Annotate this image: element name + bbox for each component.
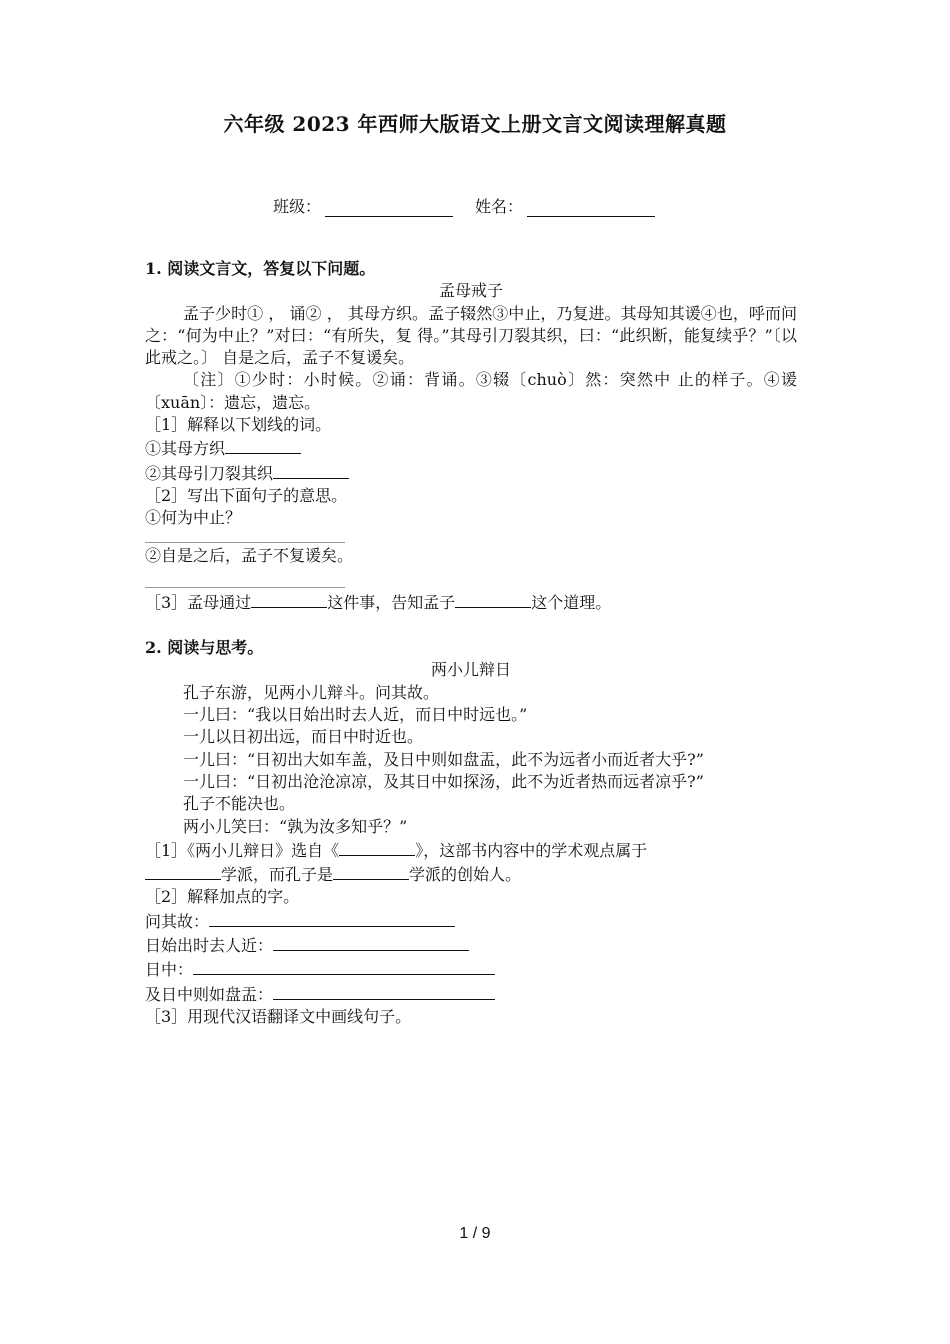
q1-sub1b: ②其母引刀裂其织 <box>145 463 274 483</box>
q1-sub3-row <box>145 590 797 614</box>
name-blank[interactable] <box>527 198 655 217</box>
q2-sub1-post: 学派的创始人。 <box>409 865 522 885</box>
class-label: 班级： <box>272 197 321 216</box>
q2-sub1-blank1[interactable] <box>339 838 415 856</box>
name-label: 姓名： <box>475 197 524 216</box>
class-blank[interactable] <box>325 198 453 217</box>
student-info <box>0 194 950 217</box>
q1-sub1: ［1］解释以下划线的词。 <box>145 415 332 435</box>
q1-sub1b-blank[interactable] <box>273 461 349 479</box>
q2-sub2a-row <box>145 909 797 933</box>
q1-sub2a: ①何为中止？ <box>145 508 242 528</box>
q1-sub1b-row <box>145 461 797 485</box>
q2-sub2c: 日中： <box>145 960 194 980</box>
q1-sub2a-answer-line[interactable] <box>145 530 345 543</box>
page-number: 1 / 9 <box>459 1225 491 1242</box>
page-title: 六年级 2023 年西师大版语文上册文言文阅读理解真题 <box>223 112 727 136</box>
q2-sub2a-blank[interactable] <box>209 909 455 927</box>
q2-sub2a: 问其故： <box>145 911 210 931</box>
q2-line2: 一儿曰：“我以日始出时去人近，而日中时远也。” <box>183 705 528 725</box>
q1-sub3-pre: ［3］孟母通过 <box>145 592 252 612</box>
q1-text-title: 孟母戒子 <box>438 281 503 301</box>
q2-sub2d-row <box>145 982 797 1006</box>
q1-sub2b-answer-line[interactable] <box>145 567 345 588</box>
q2-line4: 一儿曰：“日初出大如车盖，及日中则如盘盂，此不为远者小而近者大乎?” <box>183 749 704 769</box>
q2-line6: 孔子不能决也。 <box>183 794 296 814</box>
q1-sub3-blank1[interactable] <box>251 590 327 608</box>
q2-sub2b-blank[interactable] <box>273 933 469 951</box>
q2-sub3: ［3］用现代汉语翻译文中画线句子。 <box>145 1006 412 1026</box>
q2-sub2c-row <box>145 957 797 981</box>
q1-sub2: ［2］写出下面句子的意思。 <box>145 485 348 505</box>
q1-note: 〔注〕①少时：小时候。②诵：背诵。③辍〔chuò〕然：突然中 止的样子。④谖〔xuān〕：遗忘，遗忘。 <box>145 370 797 412</box>
q1-sub1a: ①其母方织 <box>145 439 226 459</box>
q2-sub1-blank2[interactable] <box>145 862 221 880</box>
q2-text-title: 两小儿辩日 <box>430 660 511 680</box>
q2-sub2b-row <box>145 933 797 957</box>
q2-heading: 2. 阅读与思考。 <box>145 638 264 658</box>
q2-line5: 一儿曰：“日初出沧沧凉凉，及其日中如探汤，此不为近者热而远者凉乎?” <box>183 771 704 791</box>
q2-sub1-mid: 》，这部书内容中的学术观点属于 <box>415 840 648 860</box>
q1-sub3-blank2[interactable] <box>455 590 531 608</box>
q1-sub1a-row <box>145 436 797 460</box>
q2-sub1-row <box>145 838 797 887</box>
q1-sub3-post: 这个道理。 <box>531 592 612 612</box>
questions <box>145 258 797 1028</box>
q2-sub1-pre: ［1］《两小儿辩日》选自《 <box>145 840 340 860</box>
q2-sub2b: 日始出时去人近： <box>145 936 274 956</box>
q1-sub1a-blank[interactable] <box>225 436 301 454</box>
q2-sub2d-blank[interactable] <box>273 982 495 1000</box>
q2-sub1-mid2: 学派，而孔子是 <box>221 865 334 885</box>
q1-sub2b: ②自是之后，孟子不复谖矣。 <box>145 545 354 565</box>
q2-line3: 一儿以日初出远，而日中时近也。 <box>183 727 424 747</box>
q1-sub3-mid: 这件事，告知孟子 <box>327 592 456 612</box>
q1-heading: 1. 阅读文言文，答复以下问题。 <box>145 259 376 278</box>
q2-sub2d: 及日中则如盘盂： <box>145 984 274 1004</box>
q2-line7: 两小儿笑曰：“孰为汝多知乎？” <box>183 816 408 836</box>
q1-passage: 孟子少时① ， 诵② ， 其母方织。孟子辍然③中止，乃复进。其母知其谖④也，呼而问之：“何为中止？”对曰：“有所失，复 得。”其母引刀裂其织，曰：“此织断，能复续乎？”〔以此戒之。〕 自是之后，孟子不复谖矣。 <box>145 303 797 368</box>
q2-line1: 孔子东游，见两小儿辩斗。问其故。 <box>183 682 440 702</box>
q2-sub2c-blank[interactable] <box>193 957 495 975</box>
q2-sub2: ［2］解释加点的字。 <box>145 887 300 907</box>
q2-sub1-blank3[interactable] <box>333 862 409 880</box>
